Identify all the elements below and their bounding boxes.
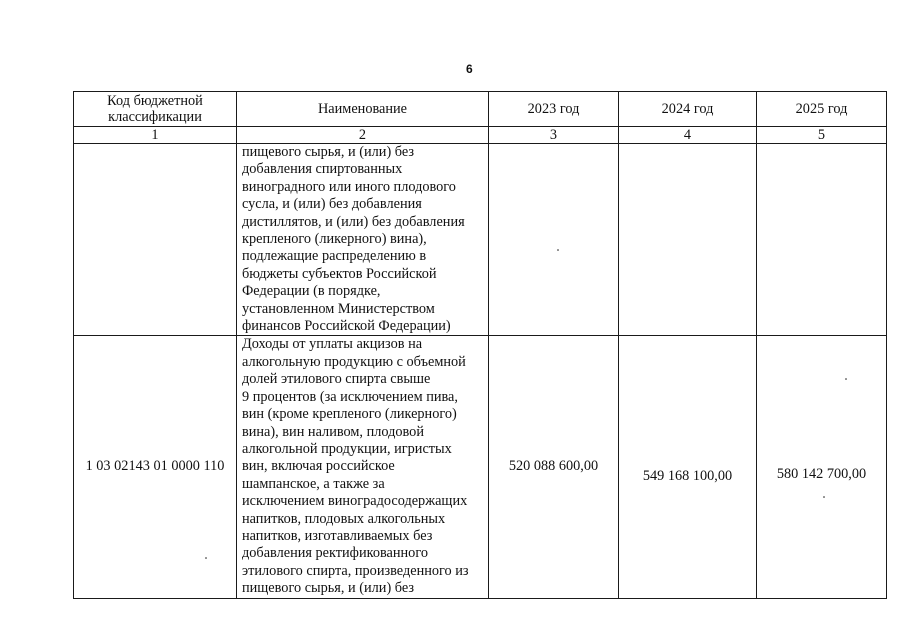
amount-2023-value: 520 088 600,00: [508, 458, 599, 475]
header-2025: 2025 год: [757, 92, 887, 127]
amount-2025: [757, 144, 887, 336]
scan-speck: [205, 557, 207, 559]
name-line: алкогольной продукции, игристых: [242, 440, 452, 457]
name-line: этилового спирта, произведенного из: [242, 562, 469, 579]
name-line: финансов Российской Федерации): [242, 318, 451, 335]
amount-2024-value: 549 168 100,00: [642, 468, 733, 485]
header-2024: 2024 год: [619, 92, 757, 127]
name-line: алкогольную продукцию с объемной: [242, 353, 466, 370]
amount-2024: [619, 336, 757, 598]
amount-2023: [489, 336, 619, 598]
name-cell: [237, 336, 489, 598]
name-line: пищевого сырья, и (или) без: [242, 144, 415, 160]
name-line: виноградного или иного плодового: [242, 178, 456, 195]
code-cell: [74, 144, 237, 336]
scan-speck: [845, 378, 847, 380]
header-name: Наименование: [237, 92, 489, 127]
name-line: 9 процентов (за исключением пива,: [242, 388, 458, 405]
page-number: 6: [466, 62, 473, 76]
amount-2025: [757, 336, 887, 598]
name-line: исключением виноградосодержащих: [242, 493, 468, 510]
name-line: напитков, изготавливаемых без: [242, 527, 433, 544]
name-line: долей этилового спирта свыше: [242, 371, 431, 388]
name-line: подлежащие распределению в: [242, 248, 427, 265]
amount-2023: [489, 144, 619, 336]
amount-2024: [619, 144, 757, 336]
name-line: установленном Министерством: [242, 300, 435, 317]
column-number-row: [74, 127, 887, 144]
name-line: шампанское, а также за: [242, 475, 385, 492]
scan-speck: [823, 496, 825, 498]
table-row: [74, 144, 887, 336]
table-row: [74, 336, 887, 598]
name-line: вин (кроме крепленого (ликерного): [242, 406, 457, 423]
name-line: бюджеты субъектов Российской: [242, 265, 437, 282]
name-cell: [237, 144, 489, 336]
header-2023: 2023 год: [489, 92, 619, 127]
column-number: 2: [237, 127, 489, 144]
name-line: сусла, и (или) без добавления: [242, 196, 422, 213]
name-line: Доходы от уплаты акцизов на: [242, 336, 423, 353]
code-cell: 1 03 02143 01 0000 110: [74, 336, 237, 598]
name-line: пищевого сырья, и (или) без: [242, 580, 415, 597]
column-number: 1: [74, 127, 237, 144]
scan-speck: [557, 249, 559, 251]
name-line: напитков, плодовых алкогольных: [242, 510, 446, 527]
name-line: добавления ректификованного: [242, 545, 428, 562]
header-code: Код бюджетной классификации: [74, 92, 237, 127]
name-line: вин, включая российское: [242, 458, 395, 475]
name-line: дистиллятов, и (или) без добавления: [242, 213, 465, 230]
column-number: 3: [489, 127, 619, 144]
name-line: крепленого (ликерного) вина),: [242, 231, 427, 248]
name-line: Федерации (в порядке,: [242, 283, 381, 300]
column-number: 5: [757, 127, 887, 144]
column-number: 4: [619, 127, 757, 144]
amount-2025-value: 580 142 700,00: [776, 466, 867, 483]
header-row: [74, 92, 887, 127]
budget-table: [73, 91, 887, 599]
name-line: вина), вин наливом, плодовой: [242, 423, 424, 440]
name-line: добавления спиртованных: [242, 161, 403, 178]
